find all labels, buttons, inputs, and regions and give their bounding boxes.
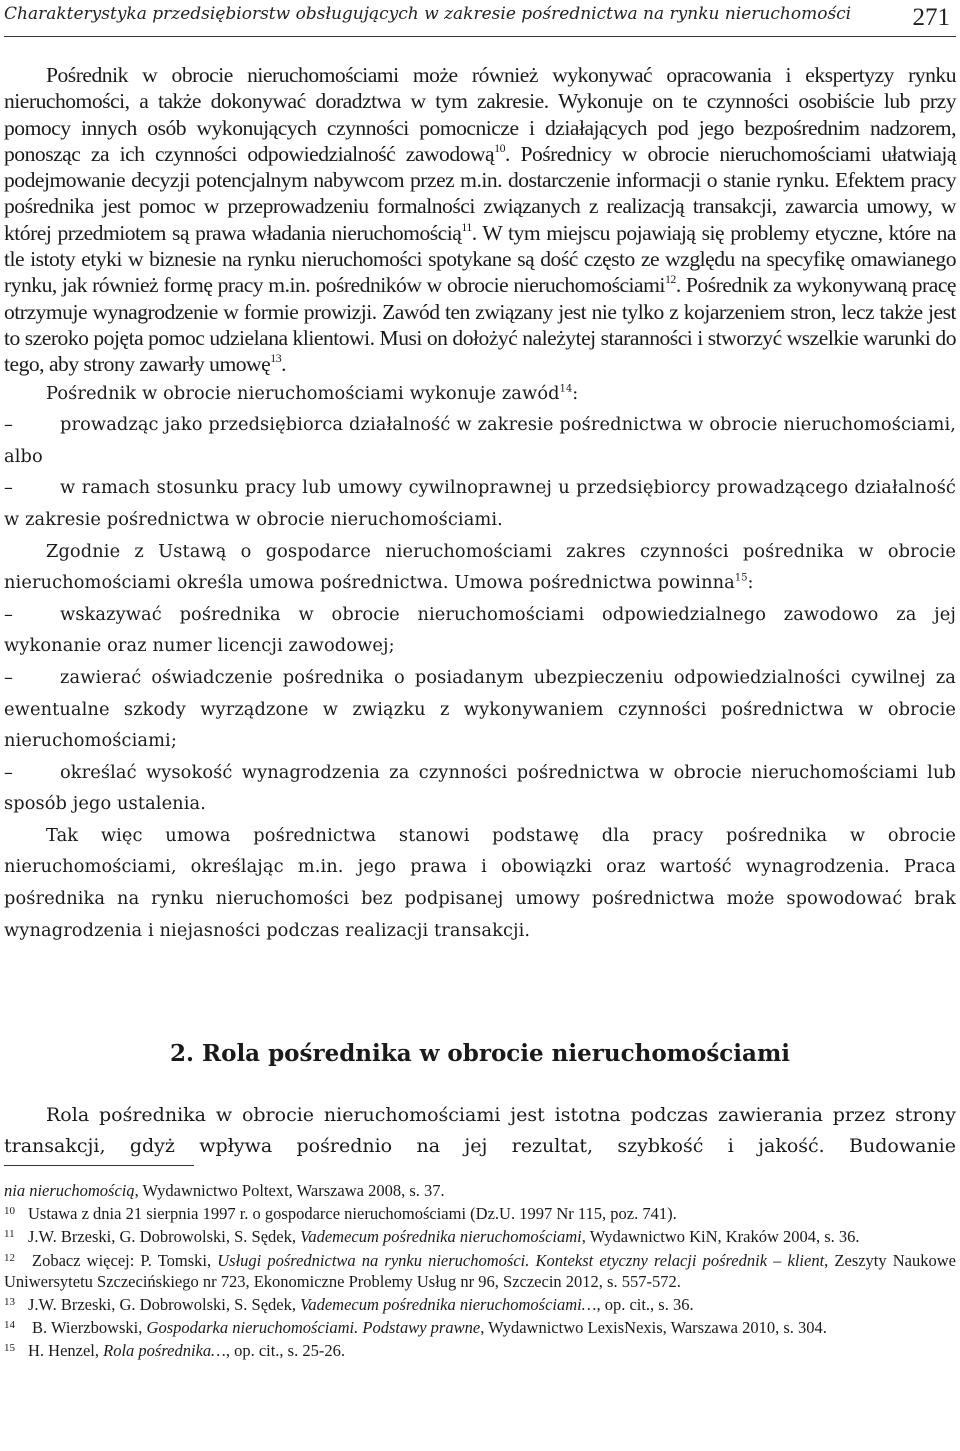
footnote-14 xyxy=(4,1315,956,1338)
footnote-number: 12 xyxy=(4,1251,15,1264)
footnote-text: , Wydawnictwo LexisNexis, Warszawa 2010, s. 304. xyxy=(480,1318,827,1338)
footnote-text: J.W. Brzeski, G. Dobrowolski, S. Sędek, xyxy=(28,1295,301,1315)
punct: . xyxy=(281,352,287,377)
dash-bullet: – xyxy=(4,477,13,499)
para2-text xyxy=(4,142,956,376)
footnote-10 xyxy=(4,1201,956,1224)
paragraph xyxy=(4,378,956,410)
footnote-italic: Vademecum pośrednika nieruchomościami… xyxy=(300,1295,597,1315)
paragraph-text: . Pośrednik za wykonywaną pracę otrzymuje wynagrodzenie w formie prowizji. Zawód ten związany jest nie tylko z kojarzeniem stron, lecz także jest to szeroko pojęta pomoc udzielana klientowi. Musi on dołożyć należytej staranności i stworzyć wszelkie warunki do tego, aby strony zawarły umowę xyxy=(4,273,956,377)
dash-bullet: – xyxy=(4,603,13,625)
dash-bullet: – xyxy=(4,414,13,436)
footnote-12 xyxy=(4,1248,956,1292)
footnote-13 xyxy=(4,1292,956,1315)
footnote-text: , Zeszyty Naukowe Uniwersytetu Szczecińskiego nr 723, Ekonomiczne Problemy Usług nr 96, Szczecin 2012, s. 557-572. xyxy=(4,1250,956,1291)
footnote-italic: Gospodarka nieruchomościami. Podstawy prawne xyxy=(146,1318,481,1338)
paragraph xyxy=(4,62,956,378)
footnote-number: 11 xyxy=(4,1228,15,1241)
dash-bullet: – xyxy=(4,761,13,783)
paragraph-text: Zgodnie z Ustawą o gospodarce nieruchomościami zakres czynności pośrednika w obrocie nieruchomościami określa umowa pośrednictwa. Umowa pośrednictwa powinna xyxy=(4,540,956,594)
footnotes xyxy=(4,1180,956,1362)
footnote-italic: Usługi pośrednictwa na rynku nieruchomości. Kontekst etyczny relacji pośrednik – klient xyxy=(217,1250,825,1270)
running-header-title: Charakterystyka przedsiębiorstw obsługujących w zakresie pośrednictwa na rynku nieruchomości xyxy=(4,4,852,24)
body-text xyxy=(4,62,956,946)
paragraph: Rola pośrednika w obrocie nieruchomościami jest istotna podczas zawierania przez strony transakcji, gdyż wpływa pośrednio na jej rezultat, szybkość i jakość. Budowanie xyxy=(4,1104,956,1157)
footnote-number: 13 xyxy=(4,1296,15,1309)
footnote-text: B. Wierzbowski, xyxy=(32,1318,147,1338)
paragraph-text: Pośrednik w obrocie nieruchomościami może również wykonywać opracowania i ekspertyzy rynku nieruchomości, a także dokonywać doradztwa w tym zakresie. Wykonuje on te czynności osobiście lub przy pomocy innych osób wykonujących czynności pomocnicze i działających pod jego bezpośrednim nadzorem, ponosząc za ich czynności odpowiedzialność zawodową xyxy=(4,63,956,166)
footnote-text: , Wydawnictwo KiN, Kraków 2004, s. 36. xyxy=(581,1227,860,1247)
footnote-text: Zobacz więcej: P. Tomski, xyxy=(32,1250,218,1270)
dash-bullet: – xyxy=(4,666,13,688)
footnote-ref[interactable]: 14 xyxy=(559,383,573,395)
punct: . xyxy=(505,141,510,166)
footnote-number: 14 xyxy=(4,1319,15,1332)
paragraph-text: . W tym miejscu pojawiają się problemy etyczne, które na tle istoty etyki w biznesie na rynku nieruchomości spotykane są dość często ze względu na specyfikę omawianego rynku, jak również formę pracy m.in. pośredników w obrocie nieruchomościami xyxy=(4,220,956,298)
footnote-15 xyxy=(4,1338,956,1361)
paragraph-text: Pośrednik w obrocie nieruchomościami wykonuje zawód xyxy=(46,382,560,404)
list-item-text: prowadząc jako przedsiębiorca działalność w zakresie pośrednictwa w obrocie nieruchomościami, albo xyxy=(4,414,956,467)
footnote-continuation xyxy=(4,1180,956,1201)
footnote-text: J.W. Brzeski, G. Dobrowolski, S. Sędek, xyxy=(28,1227,301,1247)
footnote-ref[interactable]: 10 xyxy=(494,140,505,155)
footnote-number: 15 xyxy=(4,1342,15,1355)
punct: : xyxy=(747,572,754,594)
page-number: 271 xyxy=(912,4,950,31)
footnote-ref[interactable]: 15 xyxy=(734,572,748,584)
footnote-text: , op. cit., s. 25-26. xyxy=(225,1341,345,1361)
footnote-text: H. Henzel, xyxy=(28,1341,104,1361)
paragraph-text: Pośrednicy w obrocie nieruchomościami ułatwiają podejmowanie decyzji potencjalnym nabywcom przez m.in. dostarczenie informacji o stanie rynku. Efektem pracy pośrednika jest pomoc w przeprowadzeniu formalności związanych z realizacją transakcji, zawarcia umowy, w której przedmiotem są prawa władania nieruchomością xyxy=(4,141,956,245)
footnote-italic: Vademecum pośrednika nieruchomościami xyxy=(300,1227,582,1247)
footnote-divider xyxy=(4,1165,194,1166)
list-item xyxy=(4,757,956,820)
list-item-text: w ramach stosunku pracy lub umowy cywilnoprawnej u przedsiębiorcy prowadzącego działalność w zakresie pośrednictwa w obrocie nieruchomościami. xyxy=(4,477,956,530)
footnote-text: , Wydawnictwo Poltext, Warszawa 2008, s. 37. xyxy=(134,1181,445,1200)
list-item-text: wskazywać pośrednika w obrocie nieruchomościami odpowiedzialnego zawodowo za jej wykonanie oraz numer licencji zawodowej; xyxy=(4,603,956,657)
list-item xyxy=(4,472,956,535)
footnote-11 xyxy=(4,1224,956,1247)
list-item-text: zawierać oświadczenie pośrednika o posiadanym ubezpieczeniu odpowiedzialności cywilnej za ewentualne szkody wyrządzone w związku z wykonywaniem czynności pośrednictwa w obrocie nieruchomościami; xyxy=(4,666,956,752)
list-item xyxy=(4,599,956,662)
punct: : xyxy=(572,382,579,404)
body-text-continued xyxy=(4,1100,956,1162)
footnote-italic: Rola pośrednika… xyxy=(103,1341,226,1361)
list-item xyxy=(4,409,956,472)
running-header xyxy=(4,0,956,37)
footnote-ref[interactable]: 13 xyxy=(270,351,282,366)
footnote-ref[interactable]: 11 xyxy=(461,219,472,234)
paragraph: Tak więc umowa pośrednictwa stanowi podstawę dla pracy pośrednika w obrocie nieruchomościami, określając m.in. jego prawa i obowiązki oraz wartość wynagrodzenia. Praca pośrednika na rynku nieruchomości bez podpisanej umowy pośrednictwa może spowodować brak wynagrodzenia i niejasności podczas realizacji transakcji. xyxy=(4,824,956,941)
footnote-number: 10 xyxy=(4,1205,15,1218)
footnote-text: , op. cit., s. 36. xyxy=(596,1295,694,1315)
list-item xyxy=(4,662,956,757)
footnote-ref[interactable]: 12 xyxy=(664,272,676,287)
footnote-text: Ustawa z dnia 21 sierpnia 1997 r. o gospodarce nieruchomościami (Dz.U. 1997 Nr 115, poz. 741). xyxy=(28,1204,677,1224)
section-heading: 2. Rola pośrednika w obrocie nieruchomościami xyxy=(169,1040,791,1067)
paragraph xyxy=(4,536,956,599)
footnote-italic: nia nieruchomością xyxy=(4,1181,135,1200)
list-item-text: określać wysokość wynagrodzenia za czynności pośrednictwa w obrocie nieruchomościami lub sposób jego ustalenia. xyxy=(4,761,956,815)
